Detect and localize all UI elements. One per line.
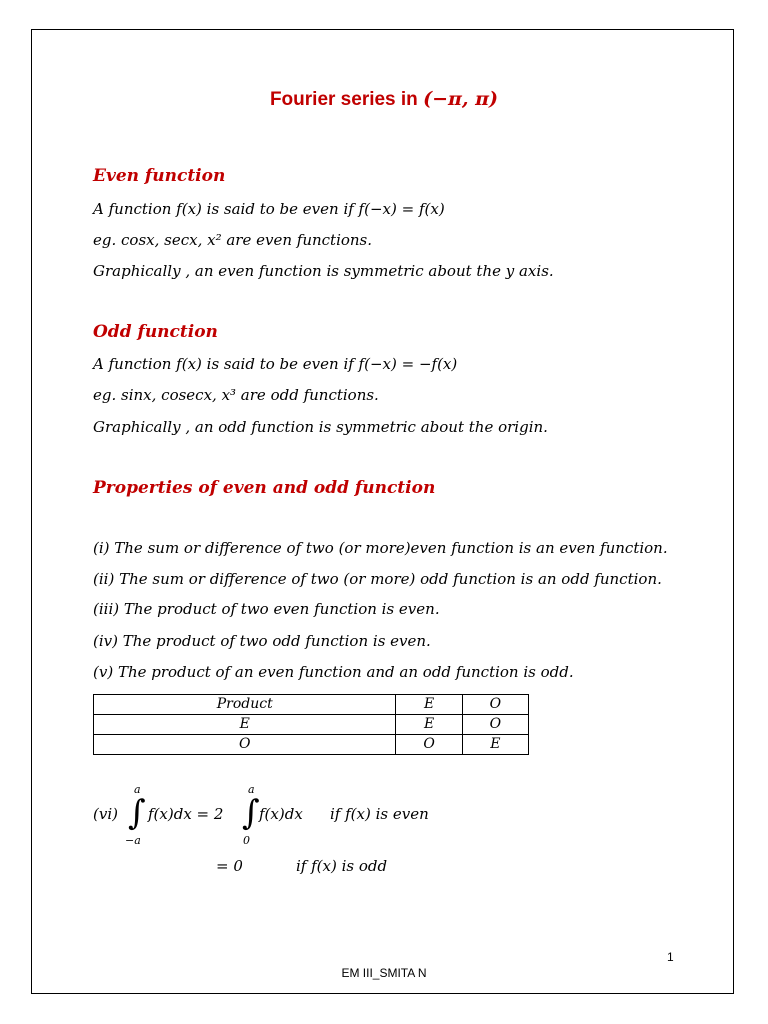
integral-upper-limit: a (248, 783, 255, 796)
odd-graphical: Graphically , an odd function is symmetric about the origin. (93, 418, 548, 436)
integral-expression: f(x)dx (259, 805, 303, 823)
odd-function-heading: Odd function (93, 322, 218, 342)
property-item: (v) The product of an even function and an odd function is odd. (93, 663, 574, 681)
table-header-cell: Product (94, 695, 396, 715)
table-header-cell: O (462, 695, 528, 715)
table-header-cell: E (396, 695, 462, 715)
table-header-row (94, 695, 529, 715)
page-number: 1 (667, 950, 674, 964)
integral-expression: f(x)dx = 2 (148, 805, 224, 823)
title-text: Fourier series in (269, 89, 424, 110)
table-cell: O (94, 735, 396, 755)
even-graphical: Graphically , an even function is symmetric about the y axis. (93, 262, 554, 280)
table-row (94, 715, 529, 735)
even-function-heading: Even function (93, 166, 226, 186)
property-item: (i) The sum or difference of two (or more)even function is an even function. (93, 539, 668, 557)
odd-examples: eg. sinx, cosecx, x³ are odd functions. (93, 386, 379, 404)
product-table (93, 694, 529, 755)
footer-author: EM III_SMITA N (341, 966, 427, 980)
table-cell: E (94, 715, 396, 735)
integral-lower-limit: −a (125, 834, 141, 847)
title-interval: (−π, π) (423, 88, 499, 110)
table-cell: E (396, 715, 462, 735)
integral-condition-odd: if f(x) is odd (296, 857, 388, 875)
integral-condition-even: if f(x) is even (330, 805, 429, 823)
property-item: (iii) The product of two even function is even. (93, 600, 440, 618)
page-title (0, 88, 768, 111)
table-cell: E (462, 735, 528, 755)
table-row (94, 735, 529, 755)
even-definition: A function f(x) is said to be even if f(−x) = f(x) (93, 200, 445, 218)
integral-label: (vi) (93, 805, 118, 823)
integral-result-odd: = 0 (216, 857, 243, 875)
integral-lower-limit: 0 (243, 834, 250, 847)
integral-sign-icon: ∫ (128, 793, 146, 833)
integral-upper-limit: a (134, 783, 141, 796)
properties-heading: Properties of even and odd function (93, 478, 436, 498)
even-examples: eg. cosx, secx, x² are even functions. (93, 231, 373, 249)
property-item: (ii) The sum or difference of two (or more) odd function is an odd function. (93, 570, 662, 588)
table-cell: O (462, 715, 528, 735)
table-cell: O (396, 735, 462, 755)
property-item: (iv) The product of two odd function is even. (93, 632, 431, 650)
odd-definition: A function f(x) is said to be even if f(−x) = −f(x) (93, 355, 458, 373)
integral-sign-icon: ∫ (242, 793, 260, 833)
